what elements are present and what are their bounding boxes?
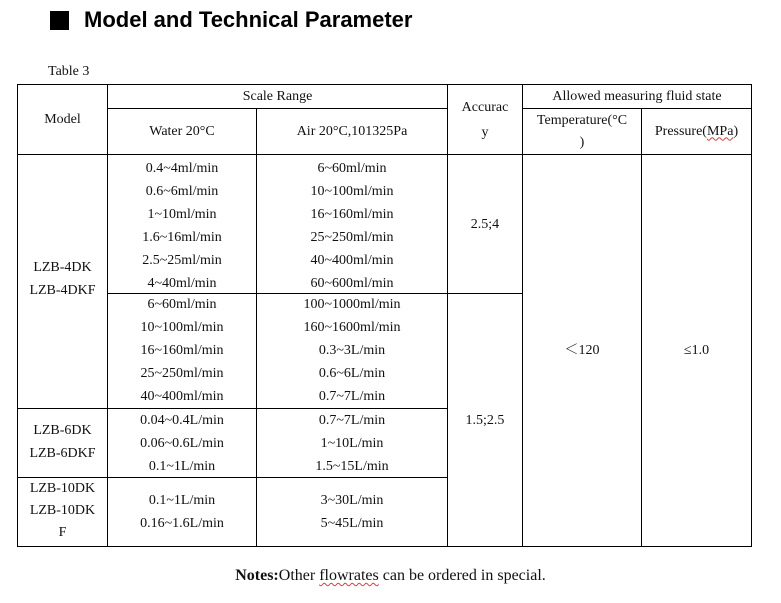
section-heading xyxy=(50,5,412,35)
header-model-label: Model xyxy=(44,111,81,127)
header-temperature xyxy=(523,110,641,154)
model-line: LZB-10DK xyxy=(29,503,96,518)
accuracy-value: 1.5;2.5 xyxy=(465,412,505,428)
temperature-value: ＜120 xyxy=(564,343,600,358)
header-pressure-label xyxy=(655,121,738,143)
temperature-cell xyxy=(523,155,641,546)
header-water xyxy=(108,109,256,154)
air-cell-10dk xyxy=(257,478,447,546)
water-range: 10~100ml/min xyxy=(140,320,224,335)
notes xyxy=(0,567,781,585)
air-range: 0.3~3L/min xyxy=(318,343,386,358)
model-line: F xyxy=(58,525,67,540)
header-temperature-line2: ) xyxy=(579,135,585,150)
header-air xyxy=(257,109,447,154)
water-range: 0.06~0.6L/min xyxy=(140,436,224,451)
header-air-label: Air 20°C,101325Pa xyxy=(296,123,408,139)
air-range: 60~600ml/min xyxy=(310,276,394,291)
water-range: 1.6~16ml/min xyxy=(142,230,222,245)
model-line: LZB-4DK xyxy=(33,260,92,275)
air-cell-6dk xyxy=(257,409,447,477)
air-range: 100~1000ml/min xyxy=(303,297,401,312)
air-range: 3~30L/min xyxy=(320,493,384,508)
air-range: 40~400ml/min xyxy=(310,253,394,268)
model-cell-10dk xyxy=(18,478,107,546)
water-cell-6dk xyxy=(108,409,256,477)
model-line: LZB-6DKF xyxy=(29,446,96,461)
air-range: 5~45L/min xyxy=(320,516,384,531)
header-model xyxy=(18,85,107,154)
header-accuracy-line1: Accurac xyxy=(461,99,509,115)
section-title: Model and Technical Parameter xyxy=(84,7,413,32)
accuracy-cell-a xyxy=(448,155,522,293)
water-range: 0.6~6ml/min xyxy=(145,184,219,199)
water-range: 0.04~0.4L/min xyxy=(140,413,224,428)
water-range: 0.1~1L/min xyxy=(148,459,216,474)
water-range: 25~250ml/min xyxy=(140,366,224,381)
air-range: 160~1600ml/min xyxy=(303,320,401,335)
header-temperature-line1: Temperature(°C xyxy=(536,113,628,128)
parameter-table xyxy=(17,84,752,547)
air-cell-4dk-a xyxy=(257,157,447,293)
water-range: 40~400ml/min xyxy=(140,389,224,404)
black-square-icon xyxy=(50,11,69,30)
air-range: 10~100ml/min xyxy=(310,184,394,199)
air-range: 0.7~7L/min xyxy=(318,389,386,404)
model-line: LZB-4DKF xyxy=(29,283,96,298)
header-pressure-suffix: ) xyxy=(733,123,739,139)
model-cell-4dk xyxy=(18,256,107,306)
water-range: 6~60ml/min xyxy=(147,297,217,312)
header-accuracy-line2: y xyxy=(481,124,489,140)
water-cell-4dk-a xyxy=(108,157,256,293)
header-pressure xyxy=(642,109,751,154)
air-cell-4dk-b xyxy=(257,293,447,408)
header-pressure-prefix: Pressure( xyxy=(654,123,707,139)
header-water-label: Water 20°C xyxy=(149,123,215,139)
water-range: 1~10ml/min xyxy=(147,207,217,222)
header-fluid-state xyxy=(523,85,751,108)
air-range: 25~250ml/min xyxy=(310,230,394,245)
water-range: 2.5~25ml/min xyxy=(142,253,222,268)
water-range: 4~40ml/min xyxy=(147,276,217,291)
air-range: 0.6~6L/min xyxy=(318,366,386,381)
notes-label: Notes: xyxy=(235,567,279,584)
air-range: 0.7~7L/min xyxy=(318,413,386,428)
header-pressure-unit: MPa xyxy=(706,123,734,139)
header-accuracy xyxy=(448,85,522,154)
header-scale-range xyxy=(108,85,447,108)
air-range: 1.5~15L/min xyxy=(315,459,389,474)
pressure-value: ≤1.0 xyxy=(683,343,710,358)
water-range: 0.16~1.6L/min xyxy=(140,516,224,531)
water-cell-10dk xyxy=(108,478,256,546)
accuracy-value: 2.5;4 xyxy=(470,216,500,232)
header-scale-range-label: Scale Range xyxy=(242,88,313,104)
water-range: 0.1~1L/min xyxy=(148,493,216,508)
pressure-cell xyxy=(642,155,751,546)
air-range: 16~160ml/min xyxy=(310,207,394,222)
model-line: LZB-6DK xyxy=(33,423,92,438)
notes-flagged-word: flowrates xyxy=(319,567,379,584)
water-cell-4dk-b xyxy=(108,293,256,408)
water-range: 16~160ml/min xyxy=(140,343,224,358)
model-cell-6dk xyxy=(18,409,107,477)
accuracy-cell-b xyxy=(448,294,522,546)
header-fluid-state-label: Allowed measuring fluid state xyxy=(552,88,722,104)
model-line: LZB-10DK xyxy=(29,481,96,496)
air-range: 6~60ml/min xyxy=(317,161,387,176)
table-caption: Table 3 xyxy=(48,64,90,79)
water-range: 0.4~4ml/min xyxy=(145,161,219,176)
air-range: 1~10L/min xyxy=(320,436,384,451)
notes-text: Other xyxy=(278,567,320,584)
notes-text: can be ordered in special. xyxy=(378,567,546,584)
